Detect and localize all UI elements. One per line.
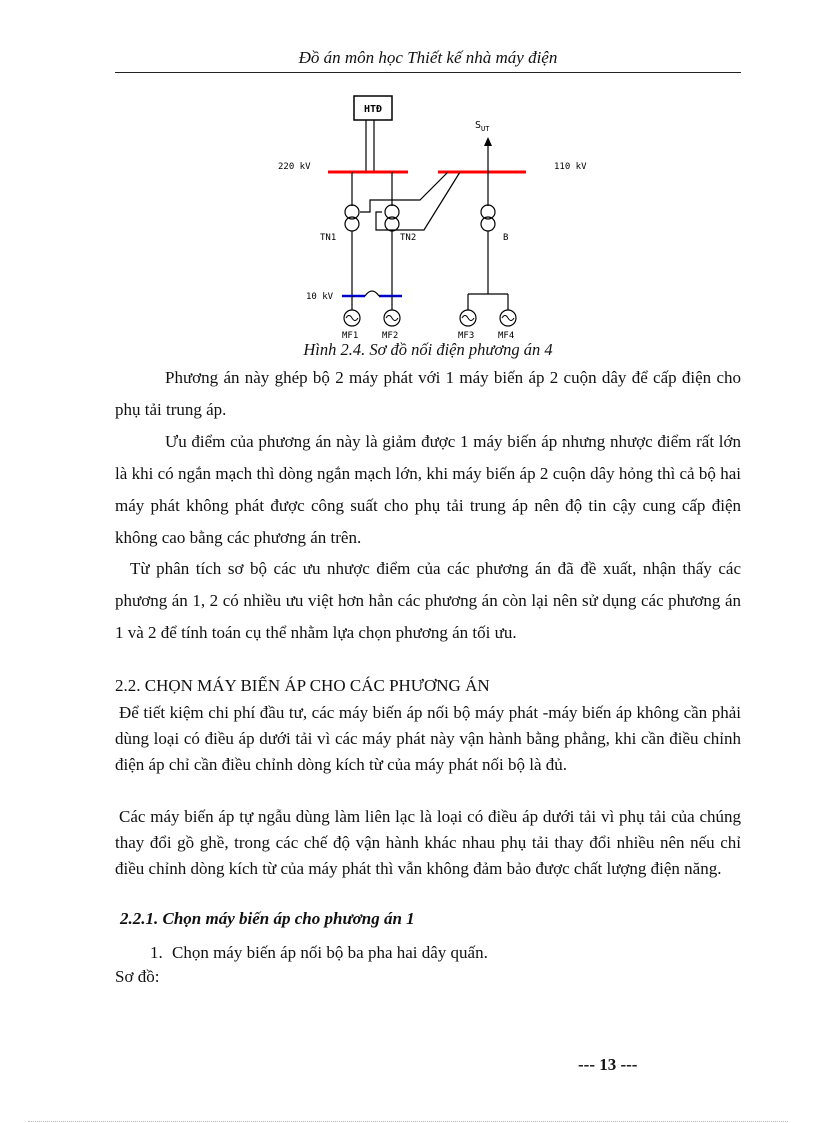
paragraph-5: Các máy biến áp tự ngẫu dùng làm liên lạc là loại có điều áp dưới tải vì phụ tải của chúng thay đổi gồ ghề, trong các chế độ vận hành khác nhau phụ tải thay đổi nhiều nên nếu chỉ điều chỉnh dòng kích từ của máy phát thì vẫn không đảm bảo được chất lượng điện năng.	[115, 807, 741, 878]
page-header: Đồ án môn học Thiết kế nhà máy điện	[298, 48, 558, 67]
sut-arrow	[484, 137, 492, 146]
paragraph-3: Từ phân tích sơ bộ các ưu nhược điểm của các phương án đã đề xuất, nhận thấy các phương án 1, 2 có nhiều ưu việt hơn hẳn các phương án còn lại nên sử dụng các phương án 1 và 2 để tính toán cụ thể nhằm lựa chọn phương án tối ưu.	[115, 559, 741, 642]
b-label: B	[503, 233, 509, 243]
figure-caption: Hình 2.4. Sơ đồ nối điện phương án 4	[303, 340, 553, 359]
mf4-label: MF4	[498, 331, 515, 341]
tn2-label: TN2	[400, 233, 417, 243]
section-title: 2.2. CHỌN MÁY BIẾN ÁP CHO CÁC PHƯƠNG ÁN	[115, 676, 490, 695]
mf2-label: MF2	[382, 331, 399, 341]
bus-220-label: 220 kV	[278, 162, 311, 172]
htd-label: HTĐ	[363, 104, 383, 115]
mf1-label: MF1	[342, 331, 359, 341]
page-bottom-border	[28, 1121, 788, 1122]
paragraph-1: Phương án này ghép bộ 2 máy phát với 1 máy biến áp 2 cuộn dây để cấp điện cho phụ tải trung áp.	[115, 368, 741, 419]
sut-label: $S_{UT}$	[475, 120, 490, 133]
mf3-label: MF3	[458, 331, 475, 341]
single-line-diagram	[270, 88, 590, 350]
sodo-label: Sơ đồ:	[115, 967, 160, 986]
tn1-label: TN1	[320, 233, 337, 243]
bus-110-label: 110 kV	[554, 162, 587, 172]
list-item-text: Chọn máy biến áp nối bộ ba pha hai dây quấn.	[172, 943, 488, 962]
list-item-number: 1.	[150, 943, 163, 962]
bus-10-label: 10 kV	[306, 292, 334, 302]
bus-reactor	[365, 291, 379, 296]
header-divider	[115, 72, 741, 73]
paragraph-2: Ưu điểm của phương án này là giảm được 1 máy biến áp nhưng nhược điểm rất lớn là khi có ngắn mạch thì dòng ngắn mạch lớn, khi máy biến áp 2 cuộn dây hỏng thì cả bộ hai máy phát không phát được công suất cho phụ tải trung áp nên độ tin cậy cung cấp điện không cao bằng các phương án trên.	[115, 432, 741, 547]
page-number: --- 13 ---	[578, 1055, 638, 1074]
subsection-title: 2.2.1. Chọn máy biến áp cho phương án 1	[120, 909, 415, 928]
list-item	[150, 943, 488, 963]
paragraph-4: Để tiết kiệm chi phí đầu tư, các máy biến áp nối bộ máy phát -máy biến áp không cần phải dùng loại có điều áp dưới tải vì các máy phát này vận hành bằng phẳng, khi cần điều chỉnh điện áp chỉ cần điều chỉnh dòng kích từ của máy phát nối bộ là đủ.	[115, 703, 741, 774]
